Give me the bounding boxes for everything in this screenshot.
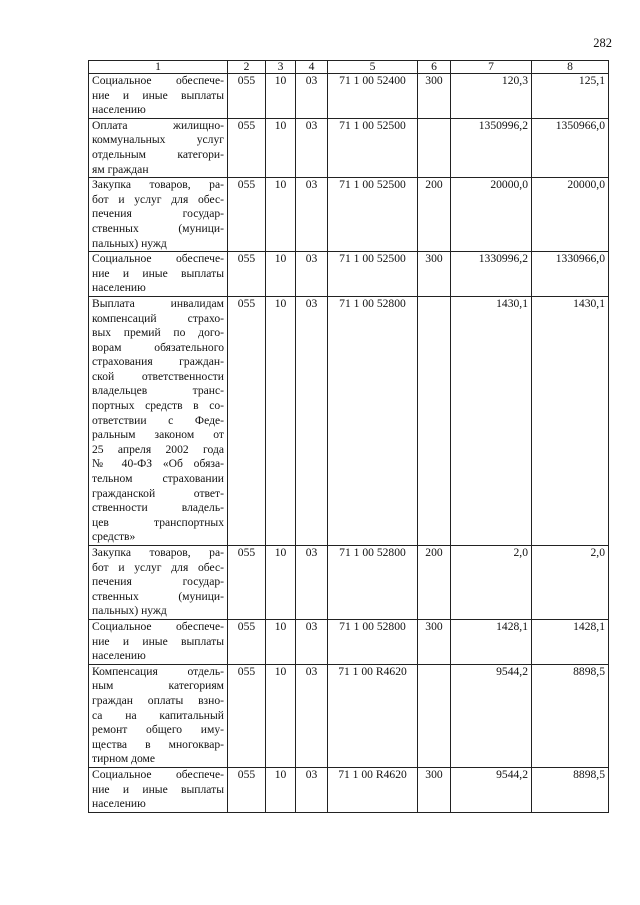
item-name-line: населению	[92, 797, 146, 811]
item-name-line: владельцев транс-	[92, 384, 224, 398]
section-code-cell: 10	[266, 74, 296, 119]
item-name-line: пальных) нужд	[92, 236, 167, 250]
subsection-code-cell: 03	[296, 118, 328, 177]
section-code-cell: 10	[266, 546, 296, 620]
expense-type-cell	[418, 296, 451, 545]
item-name-line: № 40-ФЗ «Об обяза-	[92, 457, 224, 471]
item-name-line: страхования граждан-	[92, 355, 224, 369]
item-name-cell	[89, 118, 228, 177]
department-code-cell: 055	[228, 118, 266, 177]
table-row	[89, 252, 609, 297]
item-name-cell	[89, 767, 228, 812]
item-name-cell	[89, 546, 228, 620]
item-name-line: населению	[92, 649, 146, 663]
item-name-line: бот и услуг для обес-	[92, 192, 224, 206]
item-name-line: Социальное обеспече-	[92, 767, 224, 781]
department-code-cell: 055	[228, 546, 266, 620]
item-name-line: ремонт общего иму-	[92, 723, 224, 737]
table-row	[89, 118, 609, 177]
column-header: 8	[532, 61, 609, 74]
item-name-line: Оплата жилищно-	[92, 118, 224, 132]
item-name-line: вых премий по дого-	[92, 326, 224, 340]
amount-cell: 9544,2	[451, 664, 532, 767]
item-name-line: ние и иные выплаты	[92, 266, 224, 280]
column-header: 3	[266, 61, 296, 74]
table-row	[89, 619, 609, 664]
item-name-line: цев транспортных	[92, 515, 224, 529]
item-name-cell	[89, 664, 228, 767]
amount-cell: 1430,1	[451, 296, 532, 545]
item-name-line: Компенсация отдель-	[92, 664, 224, 678]
column-header: 7	[451, 61, 532, 74]
amount-cell: 1330966,0	[532, 252, 609, 297]
target-article-cell: 71 1 00 52400	[328, 74, 418, 119]
item-name-line: печения государ-	[92, 575, 224, 589]
item-name-line: ственных (муници-	[92, 221, 224, 235]
department-code-cell: 055	[228, 767, 266, 812]
column-header: 5	[328, 61, 418, 74]
item-name-line: щества в многоквар-	[92, 737, 224, 751]
column-header: 2	[228, 61, 266, 74]
expense-type-cell: 200	[418, 546, 451, 620]
table-row	[89, 546, 609, 620]
item-name-line: Выплата инвалидам	[92, 296, 224, 310]
subsection-code-cell: 03	[296, 619, 328, 664]
item-name-line: населению	[92, 103, 146, 117]
column-header: 4	[296, 61, 328, 74]
expense-type-cell: 200	[418, 178, 451, 252]
item-name-line: пальных) нужд	[92, 604, 167, 618]
item-name-line: ответствии с Феде-	[92, 413, 224, 427]
item-name-cell	[89, 178, 228, 252]
section-code-cell: 10	[266, 767, 296, 812]
subsection-code-cell: 03	[296, 296, 328, 545]
table-row	[89, 296, 609, 545]
subsection-code-cell: 03	[296, 546, 328, 620]
expense-type-cell	[418, 118, 451, 177]
subsection-code-cell: 03	[296, 767, 328, 812]
amount-cell: 2,0	[532, 546, 609, 620]
subsection-code-cell: 03	[296, 664, 328, 767]
table-row	[89, 664, 609, 767]
amount-cell: 1428,1	[532, 619, 609, 664]
target-article-cell: 71 1 00 52500	[328, 118, 418, 177]
section-code-cell: 10	[266, 118, 296, 177]
department-code-cell: 055	[228, 74, 266, 119]
budget-table	[88, 60, 609, 813]
subsection-code-cell: 03	[296, 74, 328, 119]
item-name-line: ние и иные выплаты	[92, 634, 224, 648]
target-article-cell: 71 1 00 52800	[328, 619, 418, 664]
target-article-cell: 71 1 00 R4620	[328, 767, 418, 812]
expense-type-cell: 300	[418, 74, 451, 119]
item-name-line: ние и иные выплаты	[92, 88, 224, 102]
item-name-line: 25 апреля 2002 года	[92, 442, 224, 456]
expense-type-cell	[418, 664, 451, 767]
target-article-cell: 71 1 00 52800	[328, 546, 418, 620]
table-row	[89, 178, 609, 252]
expense-type-cell: 300	[418, 619, 451, 664]
amount-cell: 2,0	[451, 546, 532, 620]
expense-type-cell: 300	[418, 252, 451, 297]
target-article-cell: 71 1 00 52800	[328, 296, 418, 545]
amount-cell: 1350966,0	[532, 118, 609, 177]
item-name-line: печения государ-	[92, 207, 224, 221]
subsection-code-cell: 03	[296, 252, 328, 297]
amount-cell: 120,3	[451, 74, 532, 119]
item-name-line: ворам обязательного	[92, 340, 224, 354]
item-name-line: ской ответственности	[92, 369, 224, 383]
column-header: 6	[418, 61, 451, 74]
item-name-line: отдельным категори-	[92, 147, 224, 161]
target-article-cell: 71 1 00 52500	[328, 252, 418, 297]
section-code-cell: 10	[266, 178, 296, 252]
target-article-cell: 71 1 00 52500	[328, 178, 418, 252]
section-code-cell: 10	[266, 252, 296, 297]
item-name-line: ям граждан	[92, 162, 149, 176]
item-name-line: Социальное обеспече-	[92, 619, 224, 633]
column-header: 1	[89, 61, 228, 74]
amount-cell: 1430,1	[532, 296, 609, 545]
department-code-cell: 055	[228, 252, 266, 297]
item-name-line: тельном страховании	[92, 472, 224, 486]
item-name-line: ние и иные выплаты	[92, 782, 224, 796]
amount-cell: 125,1	[532, 74, 609, 119]
item-name-cell	[89, 74, 228, 119]
item-name-line: гражданской ответ-	[92, 486, 224, 500]
item-name-line: ным категориям	[92, 679, 224, 693]
item-name-line: граждан оплаты взно-	[92, 693, 224, 707]
item-name-line: Социальное обеспече-	[92, 252, 224, 266]
table-row	[89, 767, 609, 812]
item-name-line: компенсаций страхо-	[92, 311, 224, 325]
item-name-line: ственности владель-	[92, 501, 224, 515]
item-name-cell	[89, 619, 228, 664]
item-name-line: Закупка товаров, ра-	[92, 546, 224, 559]
item-name-line: населению	[92, 281, 146, 295]
table-row	[89, 74, 609, 119]
amount-cell: 1330996,2	[451, 252, 532, 297]
amount-cell: 1350996,2	[451, 118, 532, 177]
item-name-line: Социальное обеспече-	[92, 74, 224, 87]
page-number: 282	[593, 36, 612, 50]
item-name-line: портных средств в со-	[92, 399, 224, 413]
item-name-cell	[89, 296, 228, 545]
item-name-line: коммунальных услуг	[92, 133, 224, 147]
department-code-cell: 055	[228, 619, 266, 664]
item-name-line: бот и услуг для обес-	[92, 560, 224, 574]
amount-cell: 8898,5	[532, 767, 609, 812]
item-name-cell	[89, 252, 228, 297]
item-name-line: средств»	[92, 530, 136, 544]
amount-cell: 20000,0	[451, 178, 532, 252]
item-name-line: са на капитальный	[92, 708, 224, 722]
item-name-line: Закупка товаров, ра-	[92, 178, 224, 192]
expense-type-cell: 300	[418, 767, 451, 812]
item-name-line: ственных (муници-	[92, 589, 224, 603]
department-code-cell: 055	[228, 296, 266, 545]
table-header-row	[89, 61, 609, 74]
item-name-line: тирном доме	[92, 752, 156, 766]
department-code-cell: 055	[228, 664, 266, 767]
amount-cell: 8898,5	[532, 664, 609, 767]
amount-cell: 1428,1	[451, 619, 532, 664]
section-code-cell: 10	[266, 664, 296, 767]
section-code-cell: 10	[266, 619, 296, 664]
amount-cell: 9544,2	[451, 767, 532, 812]
amount-cell: 20000,0	[532, 178, 609, 252]
target-article-cell: 71 1 00 R4620	[328, 664, 418, 767]
subsection-code-cell: 03	[296, 178, 328, 252]
item-name-line: ральным законом от	[92, 428, 224, 442]
department-code-cell: 055	[228, 178, 266, 252]
section-code-cell: 10	[266, 296, 296, 545]
